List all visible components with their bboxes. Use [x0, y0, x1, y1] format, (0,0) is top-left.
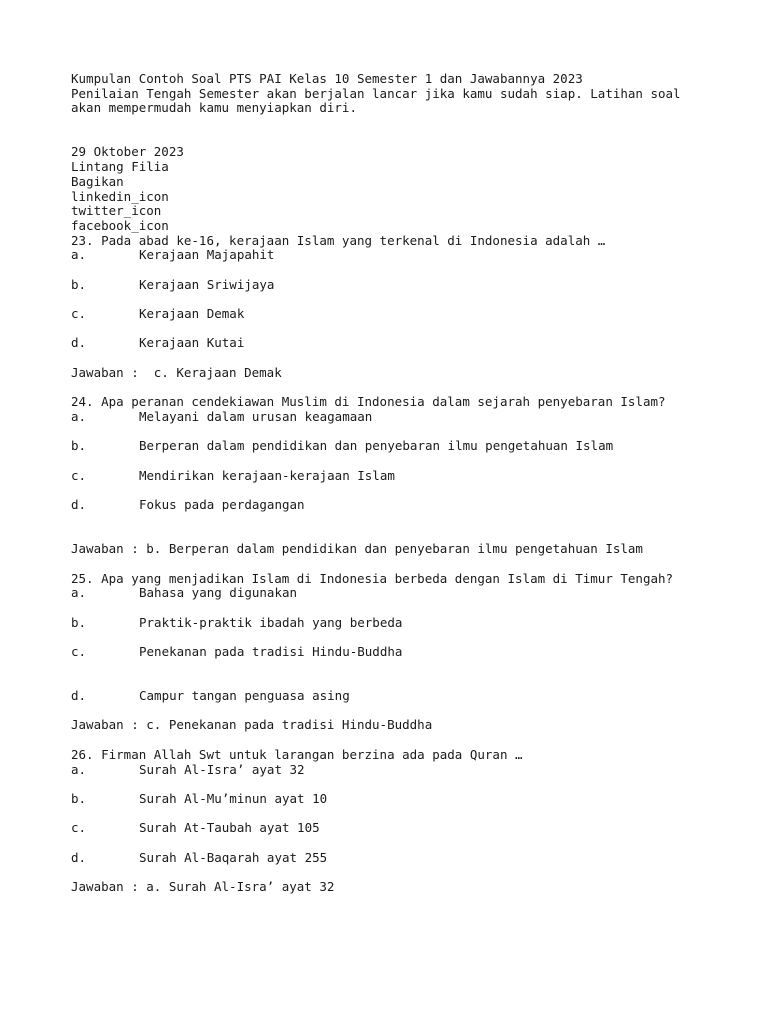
option-text: Praktik-praktik ibadah yang berbeda	[139, 614, 403, 630]
option-letter: b.	[71, 438, 87, 454]
document-title: Kumpulan Contoh Soal PTS PAI Kelas 10 Semester 1 dan Jawabannya 2023	[71, 71, 583, 86]
option-text: Surah Al-Isra’ ayat 32	[139, 761, 305, 777]
option-23-b	[71, 278, 731, 307]
option-letter: d.	[71, 335, 87, 351]
option-letter: c.	[71, 306, 87, 322]
option-24-c	[71, 469, 731, 498]
share-label[interactable]: Bagikan	[71, 173, 124, 189]
option-letter: c.	[71, 467, 87, 483]
twitter-icon[interactable]: twitter_icon	[71, 203, 162, 219]
answer-25: Jawaban : c. Penekanan pada tradisi Hindu-Buddha	[71, 717, 433, 733]
option-text: Kerajaan Sriwijaya	[139, 276, 275, 292]
answer-24: Jawaban : b. Berperan dalam pendidikan dan penyebaran ilmu pengetahuan Islam	[71, 541, 643, 557]
option-text: Mendirikan kerajaan-kerajaan Islam	[139, 467, 395, 483]
option-24-d	[71, 498, 731, 527]
author-name: Lintang Filia	[71, 159, 169, 175]
option-text: Berperan dalam pendidikan dan penyebaran ilmu pengetahuan Islam	[139, 438, 614, 454]
option-text: Fokus pada perdagangan	[139, 497, 305, 513]
publish-date: 29 Oktober 2023	[71, 144, 184, 160]
option-letter: b.	[71, 790, 87, 806]
option-letter: d.	[71, 497, 87, 513]
option-text: Surah Al-Mu’minun ayat 10	[139, 790, 328, 806]
question-23: 23. Pada abad ke-16, kerajaan Islam yang terkenal di Indonesia adalah …	[71, 232, 606, 248]
option-text: Surah At-Taubah ayat 105	[139, 820, 320, 836]
option-letter: a.	[71, 408, 87, 424]
option-text: Surah Al-Baqarah ayat 255	[139, 849, 328, 865]
intro-text-line-1: Penilaian Tengah Semester akan berjalan lancar jika kamu sudah siap. Latihan soal	[71, 85, 681, 101]
option-26-b	[71, 792, 731, 821]
question-26: 26. Firman Allah Swt untuk larangan berzina ada pada Quran …	[71, 746, 523, 762]
linkedin-icon[interactable]: linkedin_icon	[71, 188, 169, 204]
option-letter: b.	[71, 614, 87, 630]
option-text: Kerajaan Kutai	[139, 335, 245, 351]
option-23-a	[71, 248, 731, 277]
option-letter: c.	[71, 820, 87, 836]
intro-text-line-2: akan mempermudah kamu menyiapkan diri.	[71, 100, 357, 116]
option-text: Bahasa yang digunakan	[139, 585, 298, 601]
option-text: Kerajaan Majapahit	[139, 247, 275, 263]
option-23-d	[71, 336, 731, 365]
option-25-b	[71, 616, 731, 645]
option-text: Melayani dalam urusan keagamaan	[139, 408, 373, 424]
option-23-c	[71, 307, 731, 336]
option-letter: a.	[71, 247, 87, 263]
document	[71, 72, 731, 895]
facebook-icon[interactable]: facebook_icon	[71, 217, 169, 233]
option-25-a	[71, 586, 731, 615]
option-letter: d.	[71, 849, 87, 865]
option-letter: a.	[71, 585, 87, 601]
option-letter: a.	[71, 761, 87, 777]
option-text: Penekanan pada tradisi Hindu-Buddha	[139, 643, 403, 659]
option-24-b	[71, 439, 731, 468]
question-24: 24. Apa peranan cendekiawan Muslim di Indonesia dalam sejarah penyebaran Islam?	[71, 394, 666, 410]
answer-23: Jawaban : c. Kerajaan Demak	[71, 364, 282, 380]
answer-26: Jawaban : a. Surah Al-Isra’ ayat 32	[71, 879, 335, 895]
question-25: 25. Apa yang menjadikan Islam di Indonesia berbeda dengan Islam di Timur Tengah?	[71, 570, 674, 586]
option-26-d	[71, 851, 731, 880]
option-25-c	[71, 645, 731, 674]
option-24-a	[71, 410, 731, 439]
option-26-a	[71, 763, 731, 792]
option-letter: c.	[71, 643, 87, 659]
option-25-d	[71, 689, 731, 718]
option-letter: d.	[71, 688, 87, 704]
option-letter: b.	[71, 276, 87, 292]
option-text: Campur tangan penguasa asing	[139, 688, 350, 704]
option-text: Kerajaan Demak	[139, 306, 245, 322]
option-26-c	[71, 821, 731, 850]
